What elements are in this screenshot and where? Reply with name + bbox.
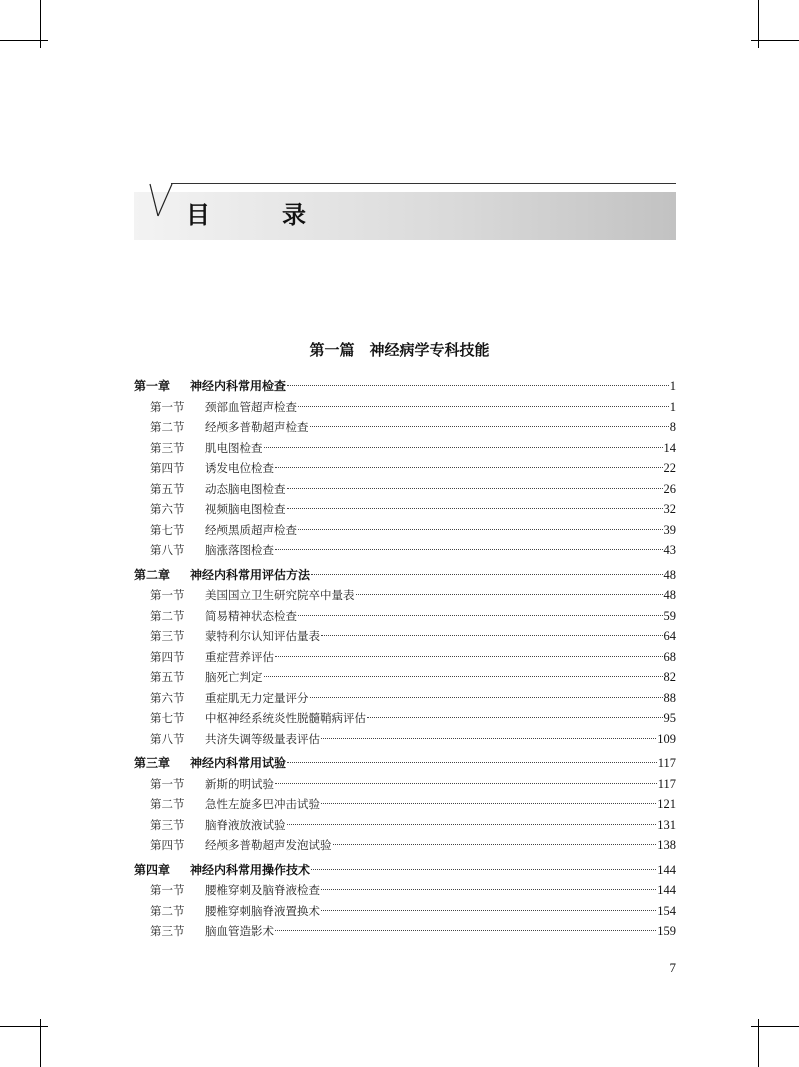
header-slash-ornament	[134, 182, 174, 218]
chapter-block	[134, 376, 676, 561]
dot-leader	[287, 762, 657, 763]
chapter-block	[134, 753, 676, 856]
section-page: 109	[657, 731, 676, 746]
dot-leader	[275, 467, 663, 468]
toc-section-entry[interactable]	[134, 794, 676, 815]
section-title: 脑脊液放液试验	[205, 817, 286, 832]
section-number: 第四节	[150, 461, 185, 475]
crop-mark	[0, 1026, 48, 1027]
dot-leader	[298, 615, 663, 616]
section-page: 68	[663, 649, 676, 664]
section-title: 脑死亡判定	[205, 670, 263, 684]
toc-section-entry[interactable]	[134, 479, 676, 500]
toc-section-entry[interactable]	[134, 688, 676, 709]
crop-mark	[0, 40, 48, 41]
toc-section-entry[interactable]	[134, 540, 676, 561]
chapter-title: 神经内科常用试验	[190, 756, 287, 770]
dot-leader	[275, 783, 657, 784]
dot-leader	[287, 824, 657, 825]
section-page: 95	[663, 711, 676, 725]
section-title: 简易精神状态检查	[205, 608, 297, 623]
section-number: 第二节	[150, 797, 185, 811]
section-title: 重症营养评估	[205, 649, 274, 664]
chapter-title: 神经内科常用评估方法	[190, 567, 311, 582]
section-title: 视频脑电图检查	[205, 502, 286, 516]
section-number: 第三节	[150, 440, 185, 455]
section-page: 22	[663, 461, 676, 475]
toc-section-entry[interactable]	[134, 647, 676, 668]
chapter-page: 144	[657, 862, 676, 877]
section-number: 第七节	[150, 711, 185, 725]
section-page: 48	[663, 588, 676, 602]
section-number: 第三节	[150, 629, 185, 643]
section-number: 第二节	[150, 420, 185, 434]
section-page: 159	[657, 924, 676, 938]
section-number: 第六节	[150, 690, 185, 705]
section-title: 脑血管造影术	[205, 924, 274, 938]
toc-section-entry[interactable]	[134, 397, 676, 418]
section-number: 第三节	[150, 817, 185, 832]
chapter-page: 117	[657, 756, 676, 770]
section-title: 肌电图检查	[205, 440, 263, 455]
section-title: 美国国立卫生研究院卒中量表	[205, 588, 355, 602]
section-page: 117	[657, 776, 676, 791]
section-title: 颈部血管超声检查	[205, 399, 297, 414]
toc-section-entry[interactable]	[134, 458, 676, 479]
section-number: 第二节	[150, 903, 185, 918]
section-page: 88	[663, 690, 676, 705]
dot-leader	[275, 549, 663, 550]
section-title: 经颅黑质超声检查	[205, 522, 297, 537]
chapter-number: 第四章	[134, 862, 171, 877]
toc-chapter-entry[interactable]	[134, 753, 676, 774]
dot-leader	[275, 930, 656, 931]
dot-leader	[287, 385, 669, 386]
section-page: 8	[669, 420, 676, 434]
dot-leader	[310, 697, 663, 698]
section-page: 138	[657, 838, 676, 852]
dot-leader	[310, 426, 669, 427]
section-number: 第四节	[150, 649, 185, 664]
crop-mark	[751, 1026, 799, 1027]
section-page: 121	[657, 797, 676, 811]
dot-leader	[298, 406, 669, 407]
chapter-block	[134, 860, 676, 942]
dot-leader	[333, 844, 657, 845]
section-title: 经颅多普勒超声检查	[205, 420, 309, 434]
section-page: 64	[663, 629, 676, 643]
toc-chapter-entry[interactable]	[134, 860, 676, 881]
section-title: 重症肌无力定量评分	[205, 690, 309, 705]
section-page: 14	[663, 440, 676, 455]
part-title: 第一篇 神经病学专科技能	[309, 341, 490, 359]
toc-section-entry[interactable]	[134, 708, 676, 729]
page-title: 目 录	[186, 201, 330, 229]
section-title: 蒙特利尔认知评估量表	[205, 629, 320, 643]
chapter-block	[134, 565, 676, 750]
dot-leader	[287, 508, 663, 509]
table-of-contents	[134, 376, 676, 946]
section-title: 新斯的明试验	[205, 776, 274, 791]
toc-section-entry[interactable]	[134, 774, 676, 795]
section-page: 131	[657, 817, 676, 832]
dot-leader	[321, 635, 663, 636]
section-title: 共济失调等级量表评估	[205, 731, 320, 746]
toc-section-entry[interactable]	[134, 815, 676, 836]
section-number: 第五节	[150, 670, 185, 684]
chapter-page: 48	[663, 567, 676, 582]
section-title: 动态脑电图检查	[205, 481, 286, 496]
toc-section-entry[interactable]	[134, 880, 676, 901]
toc-section-entry[interactable]	[134, 626, 676, 647]
toc-section-entry[interactable]	[134, 667, 676, 688]
section-title: 经颅多普勒超声发泡试验	[205, 838, 332, 852]
dot-leader	[311, 574, 662, 575]
page-number: 7	[669, 960, 676, 975]
toc-section-entry[interactable]	[134, 417, 676, 438]
chapter-page: 1	[669, 379, 676, 393]
section-number: 第八节	[150, 543, 185, 557]
chapter-title: 神经内科常用操作技术	[190, 862, 311, 877]
dot-leader	[356, 594, 663, 595]
section-number: 第六节	[150, 502, 185, 516]
dot-leader	[275, 656, 663, 657]
dot-leader	[287, 488, 663, 489]
section-number: 第二节	[150, 608, 185, 623]
dot-leader	[298, 529, 663, 530]
section-number: 第四节	[150, 838, 185, 852]
section-number: 第八节	[150, 731, 185, 746]
toc-chapter-entry[interactable]	[134, 565, 676, 586]
section-page: 26	[663, 481, 676, 496]
section-number: 第三节	[150, 924, 185, 938]
dot-leader	[321, 910, 656, 911]
toc-section-entry[interactable]	[134, 438, 676, 459]
section-number: 第七节	[150, 522, 185, 537]
section-title: 急性左旋多巴冲击试验	[205, 797, 320, 811]
toc-section-entry[interactable]	[134, 901, 676, 922]
section-page: 154	[657, 903, 676, 918]
dot-leader	[264, 676, 663, 677]
toc-section-entry[interactable]	[134, 606, 676, 627]
toc-section-entry[interactable]	[134, 835, 676, 856]
section-page: 32	[663, 502, 676, 516]
section-title: 中枢神经系统炎性脱髓鞘病评估	[205, 711, 366, 725]
section-page: 1	[669, 399, 676, 414]
toc-chapter-entry[interactable]	[134, 376, 676, 397]
dot-leader	[321, 803, 656, 804]
chapter-number: 第二章	[134, 567, 171, 582]
section-number: 第一节	[150, 588, 185, 602]
header-rule	[171, 183, 676, 184]
section-title: 脑涨落图检查	[205, 543, 274, 557]
crop-mark	[751, 40, 799, 41]
dot-leader	[264, 447, 663, 448]
section-page: 144	[657, 883, 676, 897]
section-number: 第五节	[150, 481, 185, 496]
section-title: 腰椎穿刺及脑脊液检查	[205, 883, 320, 897]
toc-section-entry[interactable]	[134, 729, 676, 750]
section-page: 39	[663, 522, 676, 537]
chapter-number: 第三章	[134, 756, 171, 770]
section-page: 82	[663, 670, 676, 684]
section-page: 59	[663, 608, 676, 623]
toc-section-entry[interactable]	[134, 520, 676, 541]
section-title: 诱发电位检查	[205, 461, 274, 475]
dot-leader	[321, 738, 656, 739]
chapter-title: 神经内科常用检查	[190, 379, 287, 393]
section-number: 第一节	[150, 399, 185, 414]
dot-leader	[321, 889, 656, 890]
toc-section-entry[interactable]	[134, 585, 676, 606]
toc-section-entry[interactable]	[134, 499, 676, 520]
section-page: 43	[663, 543, 676, 557]
dot-leader	[311, 869, 656, 870]
dot-leader	[367, 717, 663, 718]
section-number: 第一节	[150, 883, 185, 897]
toc-section-entry[interactable]	[134, 921, 676, 942]
section-number: 第一节	[150, 776, 185, 791]
chapter-number: 第一章	[134, 379, 171, 393]
section-title: 腰椎穿刺脑脊液置换术	[205, 903, 320, 918]
